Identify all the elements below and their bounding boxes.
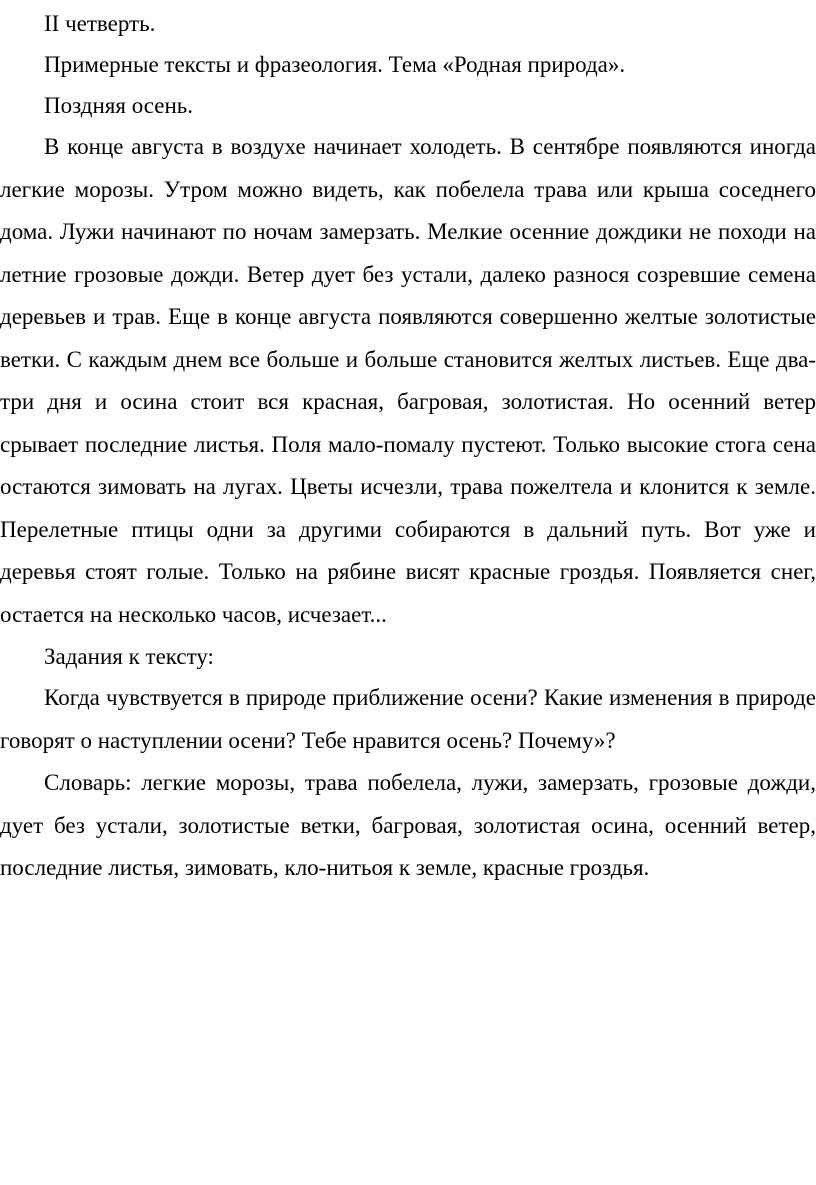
vocabulary-paragraph: Словарь: легкие морозы, трава побелела, лужи, замерзать, грозовые дожди, дует без устали, золотистые ветки, багровая, золотистая осина, осенний ветер, последние листья, зимовать, кло-нитьоя к земле, красные гроздья. (0, 770, 816, 880)
tasks-paragraph: Когда чувствуется в природе приближение осени? Какие изменения в природе говорят о наступлении осени? Тебе нравится осень? Почему»? (0, 685, 816, 753)
text-title: Поздняя осень. (44, 93, 194, 118)
topic-heading: Примерные тексты и фразеология. Тема «Родная природа». (44, 52, 626, 77)
main-text-paragraph: В конце августа в воздухе начинает холодеть. В сентябре появляются иногда легкие морозы. Утром можно видеть, как побелела трава или крыша соседнего дома. Лужи начинают по ночам замерзать. Мелкие осенние дождики не походи на летние грозовые дожди. Ветер дует без устали, далеко разнося созревшие семена деревьев и трав. Еще в конце августа появляются совершенно желтые золотистые ветки. С каждым днем все больше и больше становится желтых листьев. Еще два-три дня и осина стоит вся красная, багровая, золотистая. Но осенний ветер срывает последние листья. Поля мало-помалу пустеют. Только высокие стога сена остаются зимовать на лугах. Цветы исчезли, трава пожелтела и клонится к земле. Перелетные птицы одни за другими собираются в дальний путь. Вот уже и деревья стоят голые. Только на рябине висят красные гроздья. Появляется снег, остается на несколько часов, исчезает... (0, 134, 816, 627)
quarter-heading: II четверть. (44, 11, 156, 36)
tasks-heading: Задания к тексту: (44, 644, 214, 669)
